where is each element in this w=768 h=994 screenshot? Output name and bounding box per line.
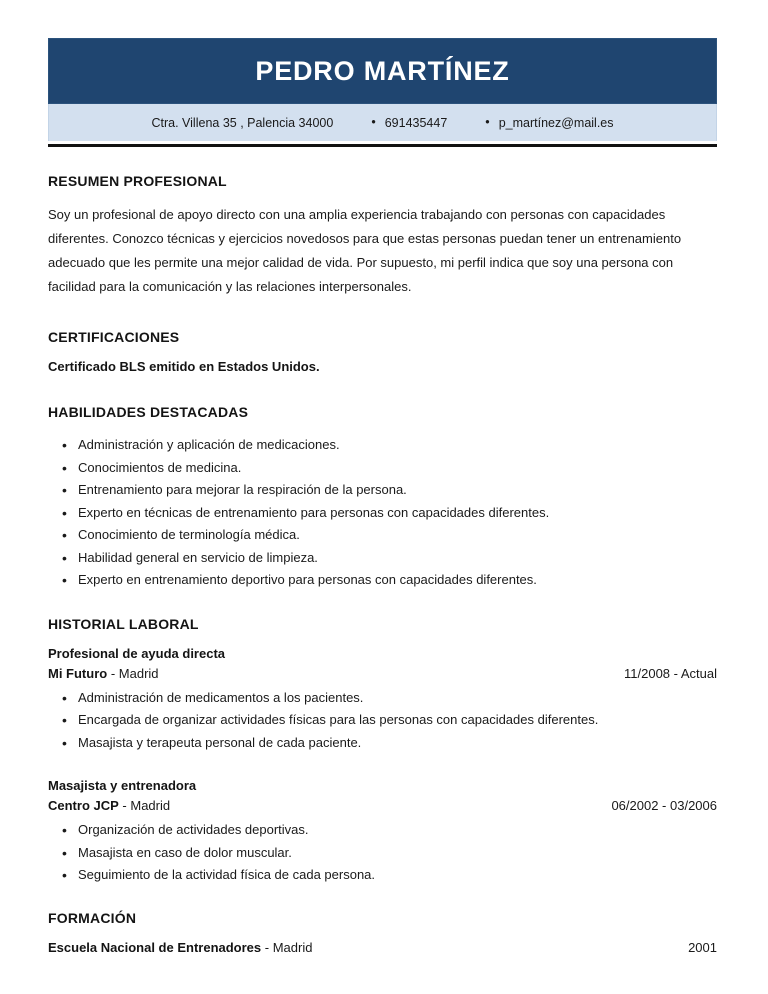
education-school: Escuela Nacional de Entrenadores	[48, 940, 262, 956]
job-duties-list	[48, 819, 717, 886]
contact-email[interactable]: p_martínez@mail.es	[498, 115, 614, 130]
contact-banner	[48, 104, 717, 141]
list-item: • Masajista en caso de dolor muscular.	[48, 842, 717, 864]
name-banner	[48, 38, 717, 104]
list-item: • Conocimientos de medicina.	[48, 457, 717, 479]
section-skills	[48, 404, 717, 591]
section-title-education: FORMACIÓN	[48, 910, 137, 927]
section-education	[48, 910, 717, 955]
contact-line	[151, 116, 613, 130]
experience-entry	[48, 778, 717, 886]
list-item: • Masajista y terapeuta personal de cada paciente.	[48, 732, 717, 754]
list-item: • Experto en entrenamiento deportivo para personas con capacidades diferentes.	[48, 569, 717, 591]
job-company-location	[48, 798, 170, 813]
job-company-location	[48, 666, 159, 681]
section-title-skills: HABILIDADES DESTACADAS	[48, 404, 249, 421]
list-item: • Conocimiento de terminología médica.	[48, 524, 717, 546]
list-item: • Organización de actividades deportivas.	[48, 819, 717, 841]
experience-entry	[48, 646, 717, 754]
education-location: - Madrid	[264, 940, 313, 956]
spacer	[48, 886, 717, 910]
section-certifications	[48, 329, 717, 374]
job-dates: 11/2008 - Actual	[624, 665, 717, 681]
summary-paragraph: Soy un profesional de apoyo directo con una amplia experiencia trabajando con personas con capacidades diferentes. Conozco técnicas y ejercicios novedosos para que estas personas puedan tener un entrenamiento adecuado que les permite una mejor calidad de vida. Por supuesto, mi perfil indica que soy una persona con facilidad para la comunicación y las relaciones interpersonales.	[48, 207, 682, 295]
spacer	[48, 299, 717, 329]
job-location: - Madrid	[110, 665, 159, 681]
section-title-certifications: CERTIFICACIONES	[48, 329, 180, 346]
contact-phone[interactable]: 691435447	[384, 115, 448, 130]
spacer	[48, 592, 717, 616]
education-school-location	[48, 940, 312, 955]
section-title-summary: RESUMEN PROFESIONAL	[48, 173, 227, 189]
list-item: • Administración y aplicación de medicaciones.	[48, 434, 717, 456]
skills-list	[48, 434, 717, 591]
job-duties-list	[48, 687, 717, 754]
section-summary	[48, 173, 717, 299]
bullet-separator-icon: •	[485, 115, 490, 130]
education-entry	[48, 940, 717, 955]
bullet-separator-icon: •	[371, 115, 376, 130]
education-year: 2001	[688, 940, 717, 956]
job-meta	[48, 666, 717, 681]
job-company: Mi Futuro	[48, 665, 108, 681]
spacer	[48, 754, 717, 778]
list-item: • Seguimiento de la actividad física de cada persona.	[48, 864, 717, 886]
resume-body	[48, 147, 717, 955]
job-location: - Madrid	[122, 798, 171, 814]
section-experience	[48, 616, 717, 887]
list-item: • Encargada de organizar actividades físicas para las personas con capacidades diferentes.	[48, 709, 717, 731]
job-meta	[48, 798, 717, 813]
section-title-experience: HISTORIAL LABORAL	[48, 615, 199, 632]
spacer	[48, 374, 717, 404]
list-item: • Administración de medicamentos a los pacientes.	[48, 687, 717, 709]
list-item: • Habilidad general en servicio de limpieza.	[48, 547, 717, 569]
certification-item: Certificado BLS emitido en Estados Unidos.	[48, 359, 320, 375]
job-title: Profesional de ayuda directa	[48, 645, 226, 661]
job-company: Centro JCP	[48, 798, 119, 814]
job-title: Masajista y entrenadora	[48, 778, 197, 794]
resume-sheet	[48, 38, 717, 955]
job-dates: 06/2002 - 03/2006	[611, 798, 717, 814]
list-item: • Entrenamiento para mejorar la respiración de la persona.	[48, 479, 717, 501]
candidate-name: PEDRO MARTÍNEZ	[255, 55, 510, 86]
list-item: • Experto en técnicas de entrenamiento para personas con capacidades diferentes.	[48, 502, 717, 524]
contact-address: Ctra. Villena 35 , Palencia 34000	[151, 115, 334, 130]
